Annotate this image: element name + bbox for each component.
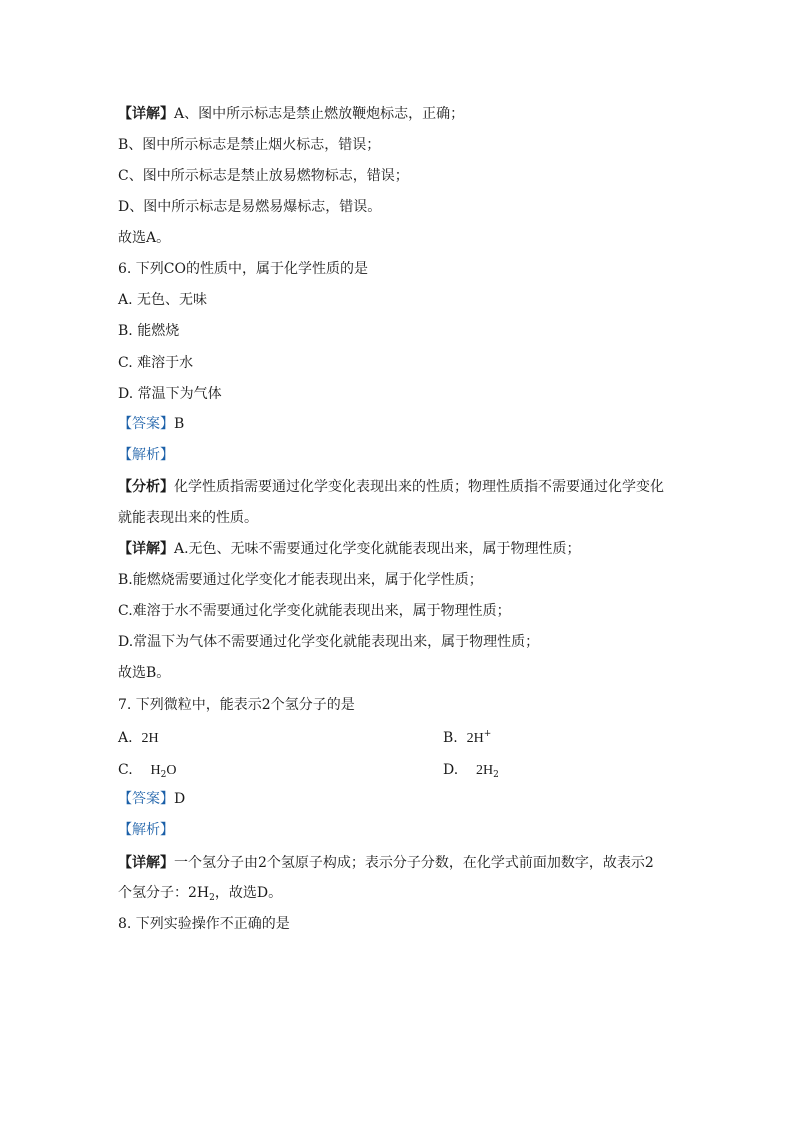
detail-tag: 【详解】 <box>118 106 174 122</box>
q7-option-c: C. $H_2O$ <box>118 762 177 780</box>
answer-tag: 【答案】 <box>118 791 174 807</box>
q6-option-a: A. 无色、无味 <box>118 292 208 308</box>
q6-option-d: D. 常温下为气体 <box>118 386 222 402</box>
q5-detail-line-4: D、图中所示标志是易燃易爆标志，错误。 <box>118 199 382 215</box>
q6-stem: 6. 下列CO的性质中，属于化学性质的是 <box>118 261 368 277</box>
q7-analysis-tag: 【解析】 <box>118 822 174 838</box>
q8-stem: 8. 下列实验操作不正确的是 <box>118 916 290 932</box>
q7-detail-line-1: 【详解】一个氢分子由2个氢原子构成；表示分子分数，在化学式前面加数字，故表示2 <box>118 855 654 871</box>
q5-detail-line-3: C、图中所示标志是禁止放易燃物标志，错误； <box>118 168 409 184</box>
q7-option-d: D. $2H_2$ <box>443 762 499 780</box>
q5-detail-line-2: B、图中所示标志是禁止烟火标志，错误； <box>118 137 381 153</box>
detail-tag: 【详解】 <box>118 541 174 557</box>
q6-detail-line-4: D.常温下为气体不需要通过化学变化就能表现出来，属于物理性质； <box>118 634 540 650</box>
q5-conclusion: 故选A。 <box>118 230 171 246</box>
q6-detail-line-3: C.难溶于水不需要通过化学变化就能表现出来，属于物理性质； <box>118 603 511 619</box>
q6-analysis-line-2: 就能表现出来的性质。 <box>118 510 258 526</box>
q6-detail-line-1: 【详解】A.无色、无味不需要通过化学变化就能表现出来，属于物理性质； <box>118 541 581 557</box>
q6-detail-line-2: B.能燃烧需要通过化学变化才能表现出来，属于化学性质； <box>118 572 483 588</box>
q6-option-b: B. 能燃烧 <box>118 323 180 339</box>
detail-tag: 【详解】 <box>118 855 174 871</box>
answer-value: D <box>174 791 186 807</box>
q6-option-c: C. 难溶于水 <box>118 355 194 371</box>
q7-answer <box>118 789 185 809</box>
q6-analysis-line-1: 【分析】化学性质指需要通过化学变化表现出来的性质；物理性质指不需要通过化学变化 <box>118 479 664 495</box>
answer-tag: 【答案】 <box>118 416 174 432</box>
q5-detail-line-1: 【详解】A、图中所示标志是禁止燃放鞭炮标志，正确； <box>118 106 465 122</box>
q6-answer <box>118 414 184 434</box>
q7-detail-line-2: 个氢分子：$2H_2$，故选D。 <box>118 885 283 903</box>
answer-value: B <box>174 416 185 432</box>
q7-option-a: A. 2H <box>118 730 159 746</box>
q7-option-b: B. 2H+ <box>443 729 492 746</box>
q6-conclusion: 故选B。 <box>118 665 171 681</box>
q7-stem: 7. 下列微粒中，能表示2个氢分子的是 <box>118 697 355 713</box>
q6-analysis-tag: 【解析】 <box>118 447 174 463</box>
fenxi-tag: 【分析】 <box>118 479 174 495</box>
